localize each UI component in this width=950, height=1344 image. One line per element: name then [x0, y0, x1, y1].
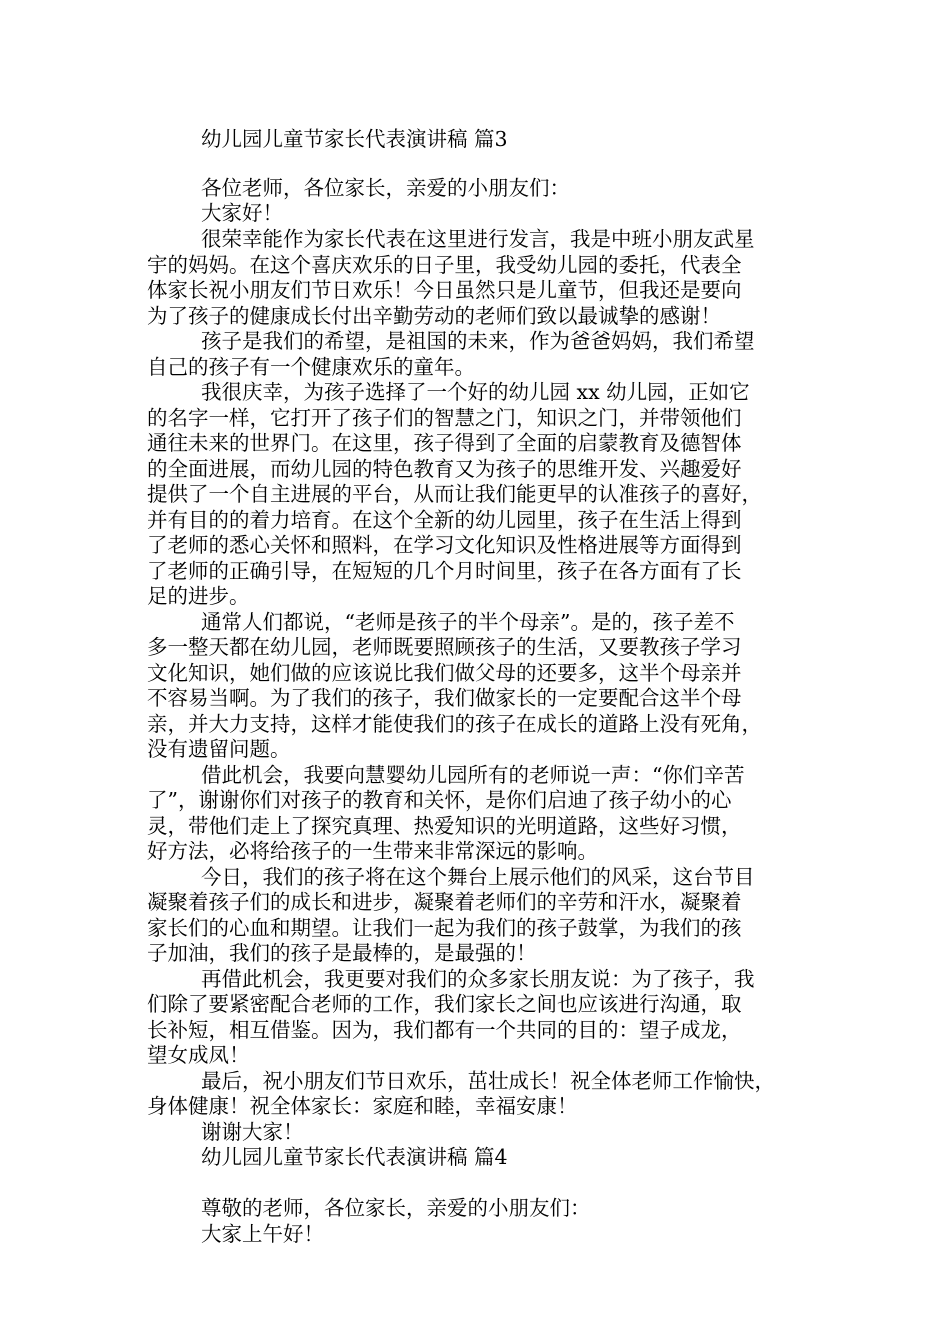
paragraph-line: 通往未来的世界门。在这里，孩子得到了全面的启蒙教育及德智体 — [147, 431, 742, 455]
paragraph-line: 们除了要紧密配合老师的工作，我们家长之间也应该进行沟通，取 — [147, 992, 742, 1016]
paragraph-line: 今日，我们的孩子将在这个舞台上展示他们的风采，这台节目 — [201, 865, 755, 889]
paragraph-line: 足的进步。 — [147, 584, 250, 608]
paragraph-line: 望女成凤！ — [147, 1043, 250, 1067]
paragraph-line: 了老师的悉心关怀和照料，在学习文化知识及性格进展等方面得到 — [147, 533, 742, 557]
paragraph-line: 了老师的正确引导，在短短的几个月时间里，孩子在各方面有了长 — [147, 559, 742, 583]
paragraph-line: 凝聚着孩子们的成长和进步，凝聚着老师们的辛劳和汗水，凝聚着 — [147, 890, 742, 914]
paragraph-line: 了”，谢谢你们对孩子的教育和关怀，是你们启迪了孩子幼小的心 — [147, 788, 732, 812]
paragraph-line: 亲，并大力支持，这样才能使我们的孩子在成长的道路上没有死角， — [147, 712, 762, 736]
paragraph-line: 灵，带他们走上了探究真理、热爱知识的光明道路，这些好习惯， — [147, 814, 742, 838]
paragraph-line: 通常人们都说，“老师是孩子的半个母亲”。是的，孩子差不 — [201, 610, 735, 634]
paragraph-line: 家长们的心血和期望。让我们一起为我们的孩子鼓掌，为我们的孩 — [147, 916, 742, 940]
paragraph-line: 最后，祝小朋友们节日欢乐，茁壮成长！祝全体老师工作愉快， — [201, 1069, 775, 1093]
paragraph-line: 提供了一个自主进展的平台，从而让我们能更早的认准孩子的喜好， — [147, 482, 762, 506]
section-title: 幼儿园儿童节家长代表演讲稿 篇3 — [201, 127, 508, 151]
paragraph-line: 体家长祝小朋友们节日欢乐！今日虽然只是儿童节，但我还是要向 — [147, 278, 742, 302]
paragraph-line: 好方法，必将给孩子的一生带来非常深远的影响。 — [147, 839, 598, 863]
salutation: 各位老师，各位家长，亲爱的小朋友们： — [201, 176, 570, 200]
paragraph-line: 自己的孩子有一个健康欢乐的童年。 — [147, 355, 475, 379]
salutation: 尊敬的老师，各位家长，亲爱的小朋友们： — [201, 1196, 591, 1220]
paragraph-line: 多一整天都在幼儿园，老师既要照顾孩子的生活，又要教孩子学习 — [147, 635, 742, 659]
paragraph-line: 宇的妈妈。在这个喜庆欢乐的日子里，我受幼儿园的委托，代表全 — [147, 253, 742, 277]
paragraph-line: 很荣幸能作为家长代表在这里进行发言，我是中班小朋友武星 — [201, 227, 755, 251]
paragraph-line: 文化知识，她们做的应该说比我们做父母的还要多，这半个母亲并 — [147, 661, 742, 685]
paragraph-line: 的全面进展，而幼儿园的特色教育又为孩子的思维开发、兴趣爱好 — [147, 457, 742, 481]
greeting: 大家好！ — [201, 201, 283, 225]
paragraph-line: 孩子是我们的希望，是祖国的未来，作为爸爸妈妈，我们希望 — [201, 329, 755, 353]
greeting: 大家上午好！ — [201, 1222, 324, 1246]
paragraph-line: 借此机会，我要向慧婴幼儿园所有的老师说一声：“你们辛苦 — [201, 763, 745, 787]
paragraph-line: 子加油，我们的孩子是最棒的，是最强的！ — [147, 941, 537, 965]
section-title: 幼儿园儿童节家长代表演讲稿 篇4 — [201, 1145, 508, 1169]
paragraph-line: 并有目的的着力培育。在这个全新的幼儿园里，孩子在生活上得到 — [147, 508, 742, 532]
paragraph-line: 为了孩子的健康成长付出辛勤劳动的老师们致以最诚挚的感谢！ — [147, 304, 721, 328]
paragraph-line: 长补短，相互借鉴。因为，我们都有一个共同的目的：望子成龙， — [147, 1018, 742, 1042]
paragraph-line: 没有遗留问题。 — [147, 737, 291, 761]
paragraph-line: 我很庆幸，为孩子选择了一个好的幼儿园 xx 幼儿园，正如它 — [201, 380, 750, 404]
closing-thanks: 谢谢大家！ — [201, 1120, 304, 1144]
paragraph-line: 身体健康！祝全体家长：家庭和睦，幸福安康！ — [147, 1094, 578, 1118]
paragraph-line: 的名字一样，它打开了孩子们的智慧之门，知识之门，并带领他们 — [147, 406, 742, 430]
paragraph-line: 不容易当啊。为了我们的孩子，我们做家长的一定要配合这半个母 — [147, 686, 742, 710]
paragraph-line: 再借此机会，我更要对我们的众多家长朋友说：为了孩子，我 — [201, 967, 755, 991]
